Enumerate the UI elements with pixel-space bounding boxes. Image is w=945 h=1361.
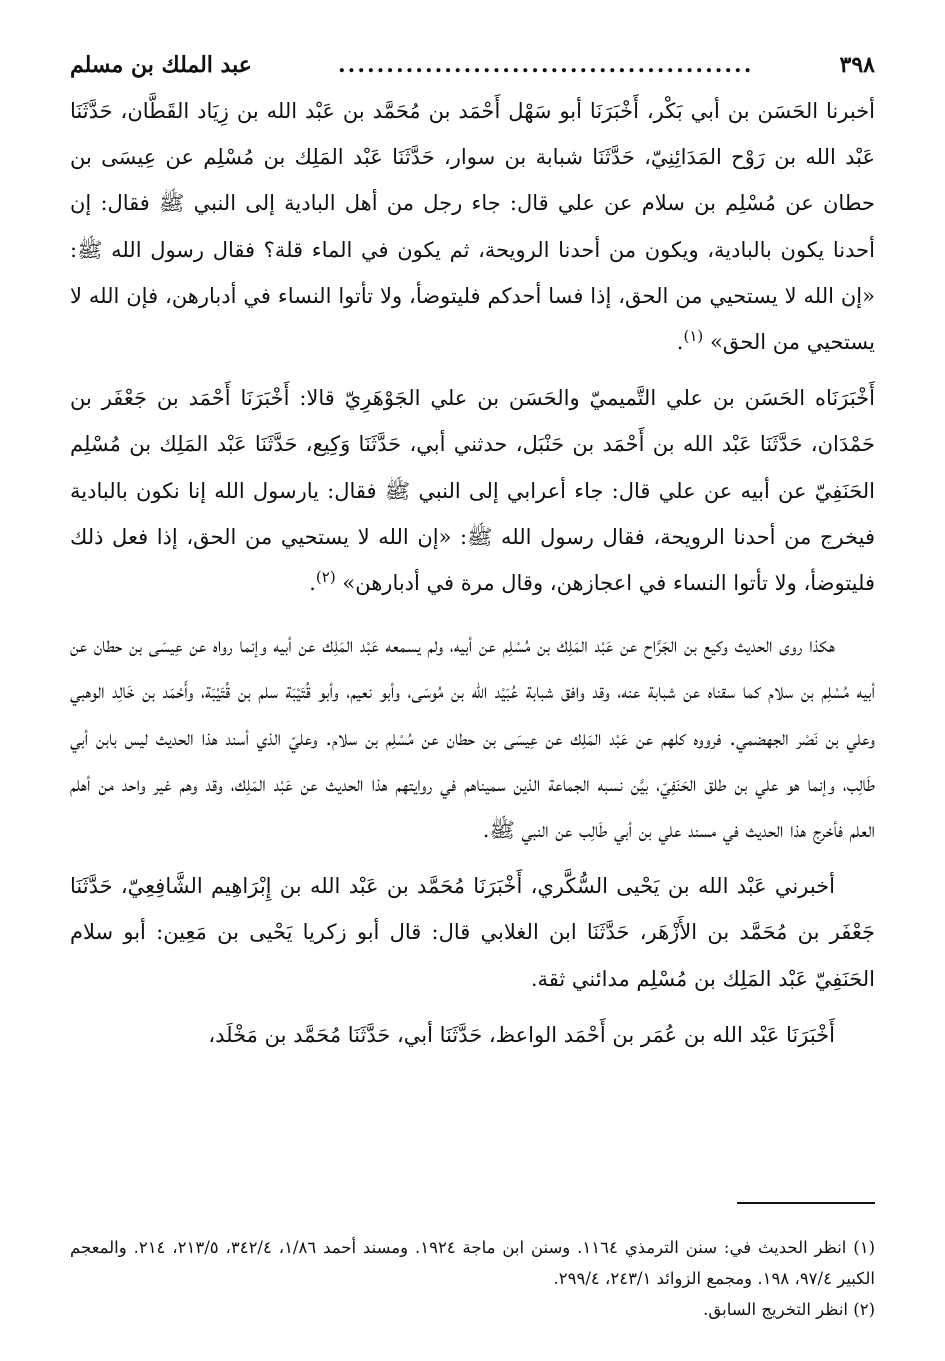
footnote-ref-1: (١) — [683, 327, 704, 346]
paragraph-5: أَخْبَرَنَا عَبْد الله بن عُمَر بن أَحْمَد الواعظ، حَدَّثَنَا أبي، حَدَّثَنَا مُحَمَّد بن مَخْلَد، — [208, 1022, 835, 1047]
footnote-ref-2: (٢) — [315, 568, 336, 587]
footnotes — [70, 1232, 875, 1325]
running-head — [70, 52, 875, 88]
paragraph-3: هكذا روى الحديث وكيع بن الجَرَّاح عن عَبْد المَلِك بن مُسْلِم عن أبيه، ولم يسمعه عَبْد المَلِك عن أبيه وإنما رواه عن عِيسَى بن حطان عن أبيه مُسْلِم بن سلام كما سقناه عن شبابة عنه، وقد وافق شبابة عُبَيْد الله بن مُوسَى، وأبو نعيم، وأبو قُتَيْبَة سلم بن قُتَيْبَة، وأَحْمَد بن خَالِد الوهبي وعلي بن نَصْر الجهضمي. فرووه كلهم عن عَبْد المَلِك عن عِيسَى بن حطان عن مُسْلِم بن سلام. وعليّ الذي أسند هذا الحديث ليس بابن أبي طَالِب، وإنما هو علي بن طلق الحَنَفِيّ، بيَّن نسبه الجماعة الذين سميناهم في روايتهم هذا الحديث عن عَبْد المَلِك، وقد وهم غير واحد من أهلم العلم فأخرج هذا الحديث في مسند علي بن أبي طَالِب عن النبي ﷺ. — [70, 633, 875, 843]
footnote-separator — [737, 1202, 875, 1204]
paragraph-2: أَخْبَرَنَاه الحَسَن بن علي التَّميميّ والحَسَن بن علي الجَوْهَرِيّ قالا: أَخْبَرَنَا أَحْمَد بن جَعْفَر بن حَمْدَان، حَدَّثَنَا عَبْد الله بن أَحْمَد بن حَنْبَل، حدثني أبي، حَدَّثَنَا وَكِيع، حَدَّثَنَا عَبْد المَلِك بن مُسْلِم الحَنَفِيّ عن أبيه عن علي قال: جاء أعرابي إلى النبي ﷺ فقال: يارسول الله إنا نكون بالبادية فيخرج من أحدنا الرويحة، فقال رسول الله ﷺ: «إن الله لا يستحيي من الحق، إذا فعل ذلك فليتوضأ، ولا تأتوا النساء في اعجازهن، وقال مرة في أدبارهن» $^{(٢)}$. — [70, 386, 875, 596]
footnote-2: (٢) انظر التخريج السابق. — [703, 1300, 875, 1319]
paragraph-2-text: أَخْبَرَنَاه الحَسَن بن علي التَّميميّ والحَسَن بن علي الجَوْهَرِيّ قالا: أَخْبَرَنَا أَحْمَد بن جَعْفَر بن حَمْدَان، حَدَّثَنَا عَبْد الله بن أَحْمَد بن حَنْبَل، حدثني أبي، حَدَّثَنَا وَكِيع، حَدَّثَنَا عَبْد المَلِك بن مُسْلِم الحَنَفِيّ عن أبيه عن علي قال: جاء أعرابي إلى النبي ﷺ فقال: يارسول الله إنا نكون بالبادية فيخرج من أحدنا الرويحة، فقال رسول الله ﷺ: «إن الله لا يستحيي من الحق، إذا فعل ذلك فليتوضأ، ولا تأتوا النساء في اعجازهن، وقال مرة في أدبارهن» — [70, 386, 875, 596]
book-page — [70, 52, 875, 1342]
leader-dots: ........................................... — [338, 52, 754, 78]
footnote-1: (١) انظر الحديث في: سنن الترمذي ١١٦٤. وسنن ابن ماجة ١٩٢٤. ومسند أحمد ١/٨٦، ٣٤٢/٤، ٢١٣/٥، ٢١٤. والمعجم الكبير ٩٧/٤، ١٩٨. ومجمع الزوائد ٢٤٣/١، ٢٩٩/٤. — [70, 1238, 875, 1288]
paragraph-4: أخبرني عَبْد الله بن يَحْيى السُّكَّري، أَخْبَرَنَا مُحَمَّد بن عَبْد الله بن إِبْرَاهِيم الشَّافِعِيّ، حَدَّثَنَا جَعْفَر بن مُحَمَّد بن الأَزْهَر، حَدَّثَنَا ابن الغلابي قال: قال أبو زكريا يَحْيى بن مَعِين: أبو سلام الحَنَفِيّ عَبْد المَلِك بن مُسْلِم مدائني ثقة. — [70, 874, 875, 991]
paragraph-1-text: أخبرنا الحَسَن بن أبي بَكْر، أَخْبَرَنَا أبو سَهْل أَحْمَد بن مُحَمَّد بن عَبْد الله بن زِيَاد القَطَّان، حَدَّثَنَا عَبْد الله بن رَوْح المَدَائِنِيّ، حَدَّثَنَا شبابة بن سوار، حَدَّثَنَا عَبْد المَلِك بن مُسْلِم عن عِيسَى بن حطان عن مُسْلِم بن سلام عن علي قال: جاء رجل من أهل البادية إلى النبي ﷺ فقال: إن أحدنا يكون بالبادية، ويكون من أحدنا الرويحة، ثم يكون في الماء قلة؟ فقال رسول الله ﷺ: «إن الله لا يستحيي من الحق، إذا فسا أحدكم فليتوضأ، ولا تأتوا النساء في أدبارهن، فإن الله لا يستحيي من الحق» — [70, 99, 875, 355]
page-number: ٣٩٨ — [839, 52, 875, 78]
main-text — [70, 88, 875, 1058]
running-title: عبد الملك بن مسلم — [70, 52, 252, 78]
paragraph-1: أخبرنا الحَسَن بن أبي بَكْر، أَخْبَرَنَا أبو سَهْل أَحْمَد بن مُحَمَّد بن عَبْد الله بن زِيَاد القَطَّان، حَدَّثَنَا عَبْد الله بن رَوْح المَدَائِنِيّ، حَدَّثَنَا شبابة بن سوار، حَدَّثَنَا عَبْد المَلِك بن مُسْلِم عن عِيسَى بن حطان عن مُسْلِم بن سلام عن علي قال: جاء رجل من أهل البادية إلى النبي ﷺ فقال: إن أحدنا يكون بالبادية، ويكون من أحدنا الرويحة، ثم يكون في الماء قلة؟ فقال رسول الله ﷺ: «إن الله لا يستحيي من الحق، إذا فسا أحدكم فليتوضأ، ولا تأتوا النساء في أدبارهن، فإن الله لا يستحيي من الحق» $^{(١)}$. — [70, 99, 875, 355]
